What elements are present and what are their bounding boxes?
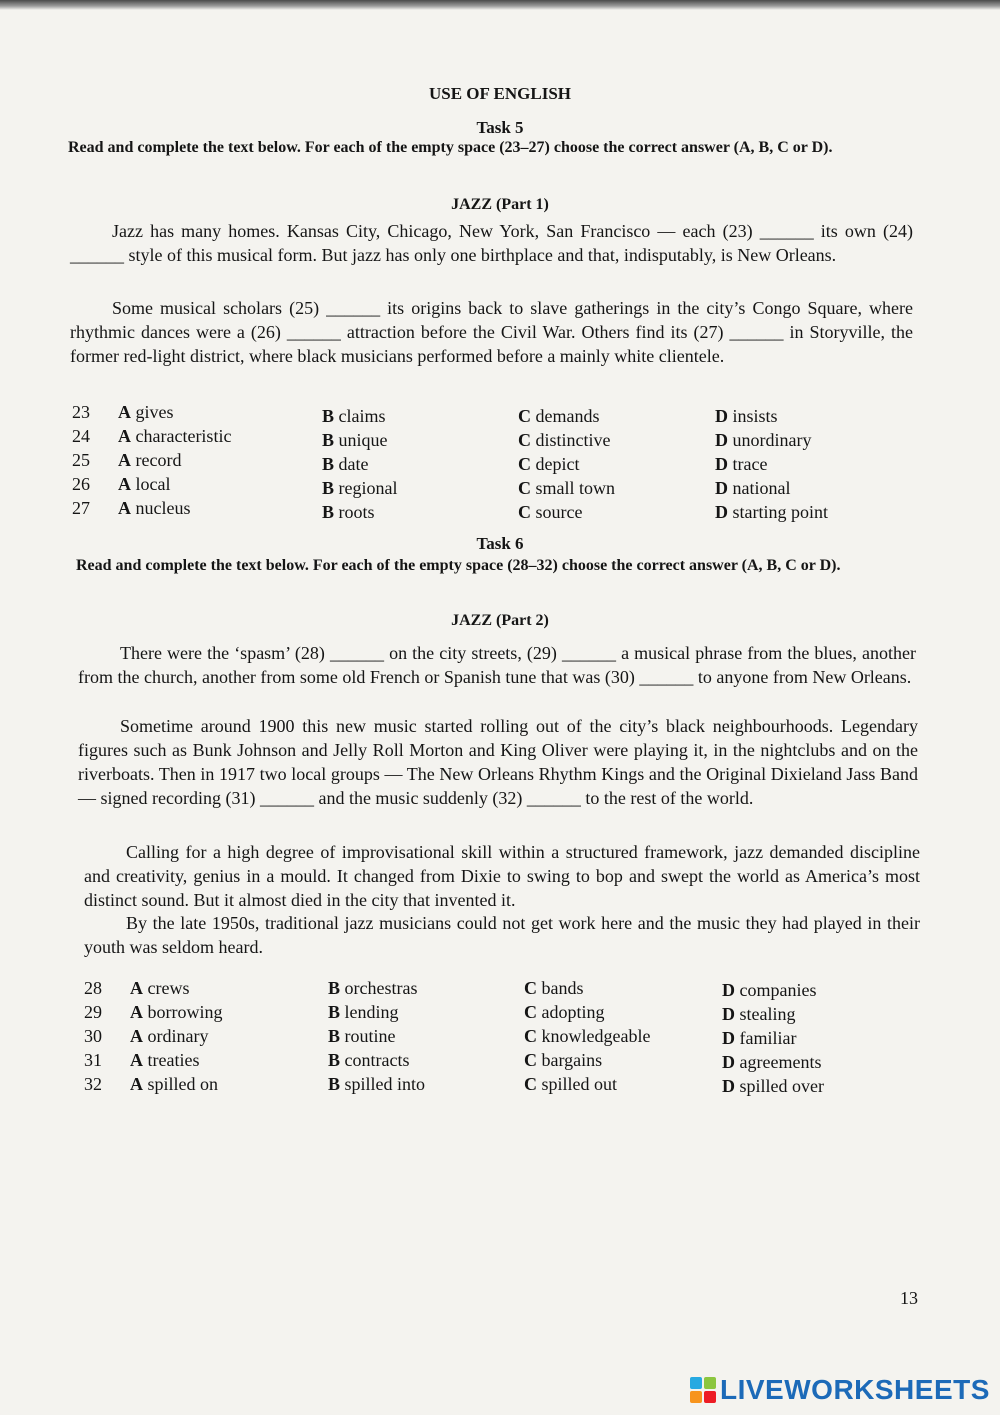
- option-b[interactable]: [328, 1026, 396, 1047]
- letter-d: D: [722, 1004, 735, 1024]
- letter-a: A: [130, 1002, 143, 1022]
- task6-options-table: [84, 978, 934, 1098]
- option-a-text: nucleus: [135, 498, 191, 518]
- task5-instruction: Read and complete the text below. For each of the empty space (23–27) choose the correct answer (A, B, C or D).: [68, 139, 833, 156]
- watermark-text: LIVEWORKSHEETS: [720, 1374, 990, 1405]
- liveworksheets-watermark: [690, 1373, 990, 1407]
- task5-paragraph-1: Jazz has many homes. Kansas City, Chicago, New York, San Francisco — each (23) ______ its own (24) ______ style of this musical form. But jazz has only one birthplace and that, indisputably, is New Orleans.: [70, 221, 913, 265]
- question-number: 31: [84, 1050, 102, 1070]
- option-row-30: [84, 1026, 934, 1050]
- letter-a: A: [130, 1050, 143, 1070]
- option-c-text: adopting: [541, 1002, 605, 1022]
- task5-options-table: [72, 402, 932, 522]
- option-c-text: bands: [541, 978, 584, 998]
- option-a-text: crews: [147, 978, 190, 998]
- option-b[interactable]: [322, 502, 375, 523]
- option-c-text: small town: [535, 478, 615, 498]
- option-b[interactable]: [322, 430, 388, 451]
- option-d-text: insists: [732, 406, 778, 426]
- letter-c: C: [518, 478, 531, 498]
- letter-b: B: [322, 454, 335, 474]
- option-c[interactable]: [524, 1074, 617, 1095]
- page-number: 13: [900, 1288, 918, 1308]
- letter-a: A: [118, 474, 131, 494]
- task5-paragraph-2: Some musical scholars (25) ______ its origins back to slave gatherings in the city’s Congo Square, where rhythmic dances were a (26) ______ attraction before the Civil War. Others find its (27) ______ in Storyville, the former red-light district, where black musicians performed before a mainly white clientele.: [70, 298, 913, 366]
- question-number: 23: [72, 402, 90, 422]
- question-number: 25: [72, 450, 90, 470]
- question-number: 30: [84, 1026, 102, 1046]
- letter-a: A: [130, 1026, 143, 1046]
- option-b-text: regional: [338, 478, 398, 498]
- option-b-text: spilled into: [344, 1074, 426, 1094]
- letter-b: B: [322, 406, 335, 426]
- option-a[interactable]: [130, 1074, 218, 1095]
- letter-d: D: [715, 406, 728, 426]
- option-c[interactable]: [518, 502, 582, 523]
- option-c-text: demands: [535, 406, 600, 426]
- option-d[interactable]: [715, 430, 811, 451]
- letter-b: B: [328, 1050, 341, 1070]
- option-a-text: local: [135, 474, 171, 494]
- option-a[interactable]: [130, 1050, 199, 1071]
- question-number: 29: [84, 1002, 102, 1022]
- option-b-text: routine: [344, 1026, 396, 1046]
- option-b-text: roots: [338, 502, 375, 522]
- option-b-text: orchestras: [344, 978, 418, 998]
- letter-a: A: [130, 978, 143, 998]
- option-row-28: [84, 978, 934, 1002]
- option-a[interactable]: [130, 978, 189, 999]
- option-d-text: spilled over: [739, 1076, 824, 1096]
- option-d[interactable]: [715, 478, 790, 499]
- task6-paragraph-1: There were the ‘spasm’ (28) ______ on the city streets, (29) ______ a musical phrase from the blues, another from the church, another from some old French or Spanish tune that was (30) ______ to anyone from New Orleans.: [78, 643, 916, 687]
- option-b[interactable]: [328, 1050, 409, 1071]
- option-d-text: agreements: [739, 1052, 822, 1072]
- option-c-text: bargains: [541, 1050, 603, 1070]
- liveworksheets-logo-icon: [690, 1377, 716, 1403]
- option-a-text: treaties: [147, 1050, 200, 1070]
- option-d[interactable]: [715, 502, 828, 523]
- option-row-29: [84, 1002, 934, 1026]
- option-a[interactable]: [130, 1026, 208, 1047]
- option-b[interactable]: [328, 1002, 399, 1023]
- letter-a: A: [118, 450, 131, 470]
- option-c[interactable]: [518, 430, 611, 451]
- letter-d: D: [715, 502, 728, 522]
- option-c[interactable]: [524, 1050, 602, 1071]
- option-d[interactable]: [722, 1004, 796, 1025]
- option-b[interactable]: [322, 478, 398, 499]
- task5-title: Task 5: [476, 118, 524, 137]
- option-b-text: unique: [338, 430, 388, 450]
- option-b[interactable]: [328, 1074, 425, 1095]
- option-b-text: lending: [344, 1002, 399, 1022]
- letter-c: C: [518, 454, 531, 474]
- question-number: 28: [84, 978, 102, 998]
- letter-c: C: [524, 1002, 537, 1022]
- option-d[interactable]: [715, 454, 767, 475]
- letter-b: B: [328, 978, 341, 998]
- option-a[interactable]: [118, 450, 181, 471]
- option-b-text: date: [338, 454, 369, 474]
- option-d[interactable]: [722, 1052, 821, 1073]
- option-d[interactable]: [715, 406, 778, 427]
- letter-a: A: [130, 1074, 143, 1094]
- letter-c: C: [518, 406, 531, 426]
- letter-d: D: [722, 1052, 735, 1072]
- letter-a: A: [118, 402, 131, 422]
- option-b[interactable]: [328, 978, 417, 999]
- letter-c: C: [524, 1050, 537, 1070]
- question-number: 27: [72, 498, 90, 518]
- letter-a: A: [118, 426, 131, 446]
- letter-d: D: [722, 1028, 735, 1048]
- option-a[interactable]: [130, 1002, 223, 1023]
- letter-b: B: [328, 1002, 341, 1022]
- task6-paragraph-4: By the late 1950s, traditional jazz musicians could not get work here and the music they had played in their youth was seldom heard.: [84, 913, 920, 957]
- option-a-text: gives: [135, 402, 174, 422]
- option-d-text: stealing: [739, 1004, 796, 1024]
- letter-b: B: [322, 478, 335, 498]
- option-a[interactable]: [118, 402, 174, 423]
- option-a-text: characteristic: [135, 426, 232, 446]
- option-row-23: [72, 402, 932, 426]
- option-c[interactable]: [524, 978, 584, 999]
- task6-paragraph-3: Calling for a high degree of improvisational skill within a structured framework, jazz demanded discipline and creativity, genius in a mould. It changed from Dixie to swing to bop and swept the world as America’s most distinct sound. But it almost died in the city that invented it.: [84, 842, 920, 910]
- letter-b: B: [328, 1074, 341, 1094]
- option-d-text: national: [732, 478, 791, 498]
- question-number: 32: [84, 1074, 102, 1094]
- option-a[interactable]: [118, 426, 231, 447]
- task6-title: Task 6: [476, 534, 524, 553]
- option-a-text: spilled on: [147, 1074, 218, 1094]
- task6-paragraph-2: Sometime around 1900 this new music started rolling out of the city’s black neighbourhoods. Legendary figures such as Bunk Johnson and Jelly Roll Morton and King Oliver were playing it, in the nightclubs and on the riverboats. Then in 1917 two local groups — The New Orleans Rhythm Kings and the Original Dixieland Jass Band — signed recording (31) ______ and the music suddenly (32) ______ to the rest of the world.: [78, 716, 918, 808]
- option-c-text: knowledgeable: [541, 1026, 651, 1046]
- option-d-text: familiar: [739, 1028, 797, 1048]
- letter-c: C: [518, 430, 531, 450]
- letter-d: D: [715, 478, 728, 498]
- task6-instruction: Read and complete the text below. For each of the empty space (28–32) choose the correct answer (A, B, C or D).: [76, 557, 841, 574]
- option-row-27: [72, 498, 932, 522]
- letter-b: B: [328, 1026, 341, 1046]
- option-row-32: [84, 1074, 934, 1098]
- section-title: USE OF ENGLISH: [428, 84, 572, 103]
- question-number: 24: [72, 426, 90, 446]
- option-row-25: [72, 450, 932, 474]
- option-a-text: borrowing: [147, 1002, 223, 1022]
- letter-d: D: [715, 454, 728, 474]
- letter-c: C: [524, 1074, 537, 1094]
- option-c-text: distinctive: [535, 430, 611, 450]
- option-b-text: contracts: [344, 1050, 410, 1070]
- option-a[interactable]: [118, 474, 170, 495]
- option-c[interactable]: [518, 478, 615, 499]
- option-c[interactable]: [518, 454, 579, 475]
- option-c-text: source: [535, 502, 583, 522]
- letter-b: B: [322, 430, 335, 450]
- letter-d: D: [722, 1076, 735, 1096]
- option-b[interactable]: [322, 454, 369, 475]
- option-d-text: companies: [739, 980, 817, 1000]
- letter-c: C: [524, 1026, 537, 1046]
- option-a[interactable]: [118, 498, 190, 519]
- option-c-text: spilled out: [541, 1074, 617, 1094]
- option-row-26: [72, 474, 932, 498]
- option-row-24: [72, 426, 932, 450]
- letter-d: D: [722, 980, 735, 1000]
- letter-c: C: [518, 502, 531, 522]
- option-d[interactable]: [722, 1028, 796, 1049]
- option-d-text: unordinary: [732, 430, 812, 450]
- option-d[interactable]: [722, 980, 816, 1001]
- option-a-text: ordinary: [147, 1026, 209, 1046]
- task5-text-title: JAZZ (Part 1): [451, 196, 549, 213]
- letter-c: C: [524, 978, 537, 998]
- option-c[interactable]: [524, 1026, 650, 1047]
- option-c-text: depict: [535, 454, 580, 474]
- option-b-text: claims: [338, 406, 386, 426]
- option-c[interactable]: [524, 1002, 605, 1023]
- option-d-text: starting point: [732, 502, 828, 522]
- option-b[interactable]: [322, 406, 386, 427]
- letter-d: D: [715, 430, 728, 450]
- letter-b: B: [322, 502, 335, 522]
- option-d-text: trace: [732, 454, 768, 474]
- question-number: 26: [72, 474, 90, 494]
- letter-a: A: [118, 498, 131, 518]
- option-a-text: record: [135, 450, 182, 470]
- option-c[interactable]: [518, 406, 599, 427]
- option-row-31: [84, 1050, 934, 1074]
- option-d[interactable]: [722, 1076, 824, 1097]
- task6-text-title: JAZZ (Part 2): [451, 612, 549, 629]
